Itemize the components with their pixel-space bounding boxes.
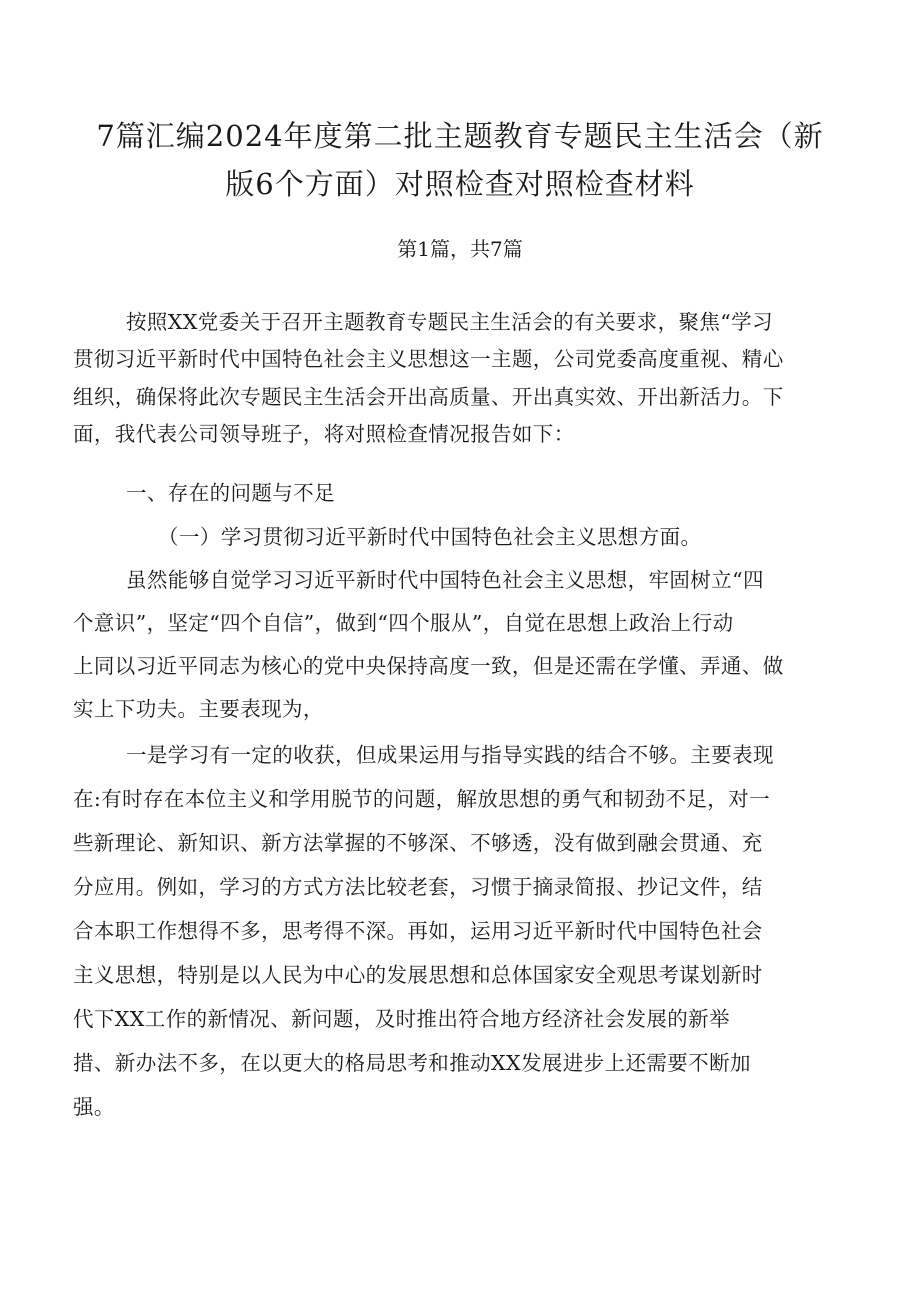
paragraph-line: 个意识”，坚定“四个自信”，做到“四个服从”，自觉在思想上政治上行动 xyxy=(73,611,734,635)
paragraph-line: 在:有时存在本位主义和学用脱节的问题，解放思想的勇气和韧劲不足，对一 xyxy=(73,787,771,811)
paragraph-line: 强。 xyxy=(73,1095,115,1119)
paragraph-line: 些新理论、新知识、新方法掌握的不够深、不够透，没有做到融会贯通、充 xyxy=(73,831,763,855)
part-label: 第1篇，共7篇 xyxy=(397,237,523,261)
paragraph-line: 分应用。例如，学习的方式方法比较老套，习惯于摘录简报、抄记文件，结 xyxy=(73,875,763,899)
paragraph-line: 面，我代表公司领导班子，将对照检查情况报告如下： xyxy=(73,422,575,446)
paragraph-line: 上同以习近平同志为核心的党中央保持高度一致，但是还需在学懂、弄通、做 xyxy=(73,654,784,678)
paragraph-line: 实上下功夫。主要表现为， xyxy=(73,697,324,721)
paragraph-line: 措、新办法不多，在以更大的格局思考和推动XX发展进步上还需要不断加 xyxy=(73,1051,751,1075)
paragraph-line: 代下XX工作的新情况、新问题，及时推出符合地方经济社会发展的新举 xyxy=(73,1007,730,1031)
paragraph-line: 主义思想，特别是以人民为中心的发展思想和总体国家安全观思考谋划新时 xyxy=(73,963,763,987)
paragraph-line: 按照XX党委关于召开主题教育专题民主生活会的有关要求，聚焦“学习 xyxy=(126,310,773,334)
paragraph-line: 合本职工作想得不多，思考得不深。再如，运用习近平新时代中国特色社会 xyxy=(73,919,763,943)
document-title-line-1: 7篇汇编2024年度第二批主题教育专题民主生活会（新 xyxy=(96,119,824,153)
document-title-line-2: 版6个方面）对照检查对照检查材料 xyxy=(225,167,695,201)
paragraph-line: 组织，确保将此次专题民主生活会开出高质量、开出真实效、开出新活力。下 xyxy=(73,385,784,409)
subsection-heading: （一）学习贯彻习近平新时代中国特色社会主义思想方面。 xyxy=(158,525,702,549)
paragraph-line: 虽然能够自觉学习习近平新时代中国特色社会主义思想，牢固树立“四 xyxy=(126,568,764,592)
paragraph-line: 一是学习有一定的收获，但成果运用与指导实践的结合不够。主要表现 xyxy=(126,743,774,767)
paragraph-line: 贯彻习近平新时代中国特色社会主义思想这一主题，公司党委高度重视、精心 xyxy=(73,347,784,371)
section-heading: 一、存在的问题与不足 xyxy=(126,481,335,505)
